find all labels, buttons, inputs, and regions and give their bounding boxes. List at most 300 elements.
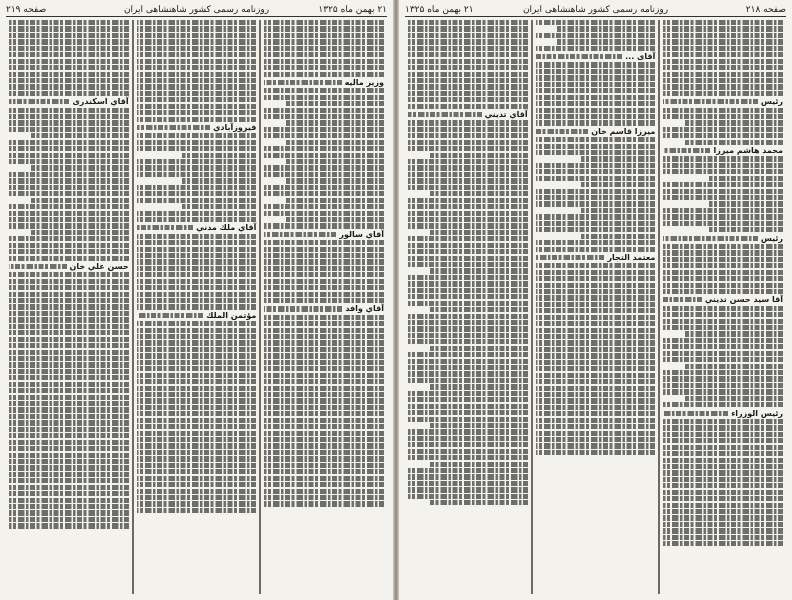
speaker-heading: رئيس — [760, 233, 783, 243]
text-line — [408, 91, 528, 96]
text-line — [264, 20, 384, 25]
right-header-title: روزنامه رسمی کشور شاهنشاهی ایران — [522, 5, 669, 15]
text-line — [264, 191, 384, 196]
text-line — [536, 221, 656, 226]
text-line — [536, 386, 656, 391]
text-line — [264, 482, 384, 487]
text-line — [408, 26, 528, 31]
text-line — [264, 411, 384, 416]
text-line — [663, 91, 783, 96]
text-line — [9, 127, 129, 132]
text-line — [137, 272, 257, 277]
text-line — [137, 185, 257, 190]
text-line — [536, 240, 656, 245]
text-line — [430, 307, 528, 312]
text-line — [663, 250, 783, 255]
text-line — [9, 65, 129, 70]
text-line — [9, 382, 129, 387]
text-line — [9, 414, 129, 419]
text-line — [9, 350, 129, 355]
text-line — [536, 214, 656, 219]
column — [532, 20, 660, 594]
text-line — [663, 402, 783, 407]
text-line — [663, 503, 783, 508]
text-line — [264, 114, 384, 119]
speaker-heading-row — [663, 295, 783, 304]
text-line — [663, 306, 783, 311]
speaker-heading: مؤتمن الملك — [206, 310, 257, 320]
text-line — [137, 443, 257, 448]
text-line — [9, 46, 129, 51]
text-line — [408, 159, 528, 164]
text-line — [9, 440, 129, 445]
text-line — [9, 465, 129, 470]
text-line — [663, 276, 783, 281]
text-line — [581, 156, 655, 161]
speaker-heading-row — [536, 52, 656, 61]
text-line — [408, 236, 528, 241]
text-line — [536, 443, 656, 448]
text-line — [408, 249, 528, 254]
text-line — [408, 223, 528, 228]
text-line — [31, 198, 129, 203]
text-line — [408, 120, 528, 125]
text-line — [264, 240, 384, 245]
text-line — [264, 463, 384, 468]
text-line — [137, 117, 257, 122]
text-line — [408, 198, 528, 203]
right-header-page-number: صفحه ۲۱۸ — [745, 5, 786, 15]
text-line — [9, 478, 129, 483]
text-line — [430, 384, 528, 389]
text-line — [137, 266, 257, 271]
text-line — [137, 46, 257, 51]
speaker-heading-row — [264, 230, 384, 239]
text-line — [430, 423, 528, 428]
text-line — [408, 442, 528, 447]
speaker-heading-row — [137, 223, 257, 232]
text-line — [264, 204, 384, 209]
text-line — [137, 489, 257, 494]
text-line — [536, 328, 656, 333]
speaker-heading: حسن علي خان — [69, 262, 129, 271]
text-line — [137, 125, 210, 130]
text-line — [137, 39, 257, 44]
text-line — [137, 353, 257, 358]
text-line — [408, 417, 528, 422]
text-line — [9, 249, 129, 254]
text-line — [663, 195, 783, 200]
text-line — [264, 292, 384, 297]
speaker-heading-row — [663, 97, 783, 106]
text-line — [663, 270, 783, 275]
text-line — [408, 65, 528, 70]
text-line — [408, 481, 528, 486]
text-line — [9, 33, 129, 38]
text-line — [663, 490, 783, 495]
text-line — [408, 127, 528, 132]
text-line — [9, 264, 67, 269]
text-line — [557, 39, 655, 44]
text-line — [137, 78, 257, 83]
text-line — [663, 451, 783, 456]
text-line — [137, 405, 257, 410]
text-line — [663, 496, 783, 501]
text-line — [137, 191, 257, 196]
text-line — [182, 204, 256, 209]
speaker-heading-row — [137, 311, 257, 320]
text-line — [264, 340, 384, 345]
speaker-heading-row — [264, 78, 384, 87]
text-line — [408, 39, 528, 44]
text-line — [685, 140, 783, 145]
text-line — [9, 517, 129, 522]
text-line — [408, 59, 528, 64]
text-line — [430, 500, 528, 505]
text-line — [408, 455, 528, 460]
text-line — [581, 182, 655, 187]
text-line — [137, 304, 257, 309]
text-line — [137, 418, 257, 423]
text-line — [9, 523, 129, 528]
text-line — [663, 438, 783, 443]
text-line — [408, 178, 528, 183]
text-line — [663, 319, 783, 324]
text-line — [9, 236, 129, 241]
text-line — [663, 425, 783, 430]
text-line — [663, 59, 783, 64]
text-line — [9, 272, 129, 277]
text-line — [663, 357, 783, 362]
text-line — [9, 204, 129, 209]
text-line — [408, 339, 528, 344]
text-line — [663, 483, 783, 488]
speaker-heading: آقا سيد حسن تديني — [704, 295, 783, 305]
left-page-columns — [6, 20, 387, 594]
text-line — [408, 333, 528, 338]
speaker-heading: فيروزآبادي — [213, 123, 257, 132]
text-line — [408, 104, 528, 109]
text-line — [536, 308, 656, 313]
text-line — [408, 275, 528, 280]
text-line — [137, 253, 257, 258]
text-line — [536, 289, 656, 294]
text-line — [137, 340, 257, 345]
text-line — [663, 99, 757, 104]
text-line — [264, 39, 384, 44]
text-line — [264, 437, 384, 442]
text-line — [137, 72, 257, 77]
text-line — [264, 386, 384, 391]
text-line — [9, 172, 129, 177]
text-line — [264, 26, 384, 31]
text-line — [408, 217, 528, 222]
text-line — [408, 72, 528, 77]
text-line — [408, 288, 528, 293]
text-line — [430, 346, 528, 351]
text-line — [536, 424, 656, 429]
text-line — [9, 330, 129, 335]
text-line — [408, 301, 528, 306]
text-line — [137, 508, 257, 513]
text-line — [536, 114, 656, 119]
text-line — [137, 172, 257, 177]
text-line — [264, 95, 384, 100]
text-line — [9, 72, 129, 77]
text-line — [264, 46, 384, 51]
text-line — [536, 353, 656, 358]
text-line — [264, 353, 384, 358]
text-line — [408, 84, 528, 89]
text-line — [408, 211, 528, 216]
text-line — [137, 165, 257, 170]
text-line — [408, 112, 482, 117]
column — [6, 20, 133, 594]
text-line — [663, 338, 783, 343]
text-line — [536, 46, 656, 51]
text-line — [31, 165, 129, 170]
left-page — [0, 0, 393, 600]
text-line — [264, 424, 384, 429]
text-line — [581, 234, 655, 239]
text-line — [663, 370, 783, 375]
text-line — [663, 72, 783, 77]
text-line — [264, 489, 384, 494]
text-line — [408, 294, 528, 299]
text-line — [137, 495, 257, 500]
speaker-heading: وزیر ماليه — [344, 77, 384, 87]
text-line — [264, 146, 384, 151]
text-line — [137, 110, 257, 115]
text-line — [536, 189, 656, 194]
text-line — [536, 347, 656, 352]
text-line — [663, 458, 783, 463]
text-line — [264, 501, 384, 506]
text-line — [408, 314, 528, 319]
text-line — [663, 244, 783, 249]
text-line — [137, 234, 257, 239]
text-line — [536, 366, 656, 371]
text-line — [264, 285, 384, 290]
text-line — [408, 378, 528, 383]
text-line — [286, 159, 384, 164]
column — [260, 20, 387, 594]
speaker-heading: آقاي تديني — [484, 110, 528, 120]
text-line — [137, 366, 257, 371]
text-line — [9, 375, 129, 380]
text-line — [685, 331, 783, 336]
text-line — [536, 88, 656, 93]
text-line — [137, 52, 257, 57]
text-line — [408, 391, 528, 396]
text-line — [9, 362, 129, 367]
text-line — [536, 169, 656, 174]
text-line — [663, 509, 783, 514]
text-line — [9, 433, 129, 438]
text-line — [709, 201, 783, 206]
text-line — [9, 185, 129, 190]
text-line — [663, 344, 783, 349]
text-line — [9, 78, 129, 83]
speaker-heading: رئيس الوزراء — [731, 408, 783, 418]
column — [405, 20, 532, 594]
text-line — [9, 311, 129, 316]
text-line — [536, 431, 656, 436]
text-line — [663, 78, 783, 83]
text-line — [536, 95, 656, 100]
text-line — [137, 225, 193, 230]
text-line — [137, 211, 257, 216]
text-line — [137, 347, 257, 352]
text-line — [536, 176, 656, 181]
text-line — [264, 59, 384, 64]
text-line — [137, 84, 257, 89]
text-line — [408, 410, 528, 415]
text-line — [264, 392, 384, 397]
text-line — [9, 256, 129, 261]
text-line — [663, 263, 783, 268]
text-line — [9, 108, 129, 113]
text-line — [264, 373, 384, 378]
text-line — [408, 146, 528, 151]
text-line — [137, 386, 257, 391]
text-line — [137, 217, 257, 222]
text-line — [408, 140, 528, 145]
text-line — [536, 321, 656, 326]
text-line — [9, 153, 129, 158]
left-header-date: ۲۱ بهمن ماه ۱۳۲۵ — [318, 5, 387, 15]
text-line — [663, 39, 783, 44]
text-line — [264, 334, 384, 339]
text-line — [264, 398, 384, 403]
right-page — [399, 0, 792, 600]
text-line — [9, 459, 129, 464]
text-line — [663, 163, 783, 168]
speaker-heading-row — [264, 304, 384, 313]
text-line — [408, 281, 528, 286]
text-line — [663, 257, 783, 262]
text-line — [137, 476, 257, 481]
text-line — [663, 283, 783, 288]
text-line — [9, 178, 129, 183]
left-header-page-number: صفحه ۲۱۹ — [6, 5, 47, 15]
text-line — [182, 153, 256, 158]
text-line — [536, 163, 656, 168]
text-line — [286, 101, 384, 106]
text-line — [286, 217, 384, 222]
text-line — [663, 189, 783, 194]
text-line — [663, 376, 783, 381]
text-line — [137, 20, 257, 25]
text-line — [408, 33, 528, 38]
text-line — [408, 256, 528, 261]
left-page-header — [6, 4, 387, 17]
text-line — [9, 146, 129, 151]
text-line — [408, 204, 528, 209]
text-line — [264, 360, 384, 365]
text-line — [264, 347, 384, 352]
speaker-heading: آقای ... — [625, 52, 656, 62]
text-line — [663, 389, 783, 394]
text-line — [663, 20, 783, 25]
text-line — [264, 321, 384, 326]
text-line — [9, 401, 129, 406]
text-line — [9, 317, 129, 322]
text-line — [408, 52, 528, 57]
text-line — [137, 328, 257, 333]
text-line — [663, 541, 783, 546]
text-line — [430, 230, 528, 235]
text-line — [408, 404, 528, 409]
text-line — [9, 217, 129, 222]
text-line — [663, 46, 783, 51]
text-line — [663, 26, 783, 31]
text-line — [408, 365, 528, 370]
text-line — [137, 247, 257, 252]
text-line — [536, 437, 656, 442]
text-line — [264, 80, 341, 85]
text-line — [9, 91, 129, 96]
text-line — [430, 153, 528, 158]
text-line — [137, 285, 257, 290]
text-line — [408, 494, 528, 499]
text-line — [408, 165, 528, 170]
text-line — [264, 298, 384, 303]
text-line — [9, 498, 129, 503]
text-line — [9, 52, 129, 57]
text-line — [137, 97, 257, 102]
text-line — [9, 26, 129, 31]
text-line — [536, 101, 656, 106]
text-line — [182, 178, 256, 183]
text-line — [264, 418, 384, 423]
text-line — [137, 33, 257, 38]
text-line — [137, 298, 257, 303]
text-line — [536, 405, 656, 410]
text-line — [685, 364, 783, 369]
text-line — [536, 379, 656, 384]
text-line — [536, 283, 656, 288]
text-line — [9, 343, 129, 348]
text-line — [663, 522, 783, 527]
text-line — [536, 69, 656, 74]
text-line — [9, 285, 129, 290]
text-line — [264, 108, 384, 113]
speaker-heading: محمد هاشم ميرزا — [713, 146, 783, 156]
text-line — [663, 515, 783, 520]
text-line — [536, 340, 656, 345]
text-line — [663, 169, 783, 174]
left-header-title: روزنامه رسمی کشور شاهنشاهی ایران — [123, 5, 270, 15]
text-line — [408, 468, 528, 473]
speaker-heading: معتمد التجار — [607, 252, 656, 262]
speaker-heading-row — [536, 253, 656, 262]
text-line — [663, 108, 783, 113]
speaker-heading-row — [137, 123, 257, 132]
text-line — [663, 84, 783, 89]
text-line — [536, 276, 656, 281]
text-line — [137, 26, 257, 31]
text-line — [536, 255, 605, 260]
speaker-heading-row — [408, 110, 528, 119]
text-line — [264, 133, 384, 138]
text-line — [264, 306, 342, 311]
text-line — [137, 259, 257, 264]
text-line — [408, 46, 528, 51]
text-line — [264, 33, 384, 38]
text-line — [408, 133, 528, 138]
text-line — [264, 266, 384, 271]
